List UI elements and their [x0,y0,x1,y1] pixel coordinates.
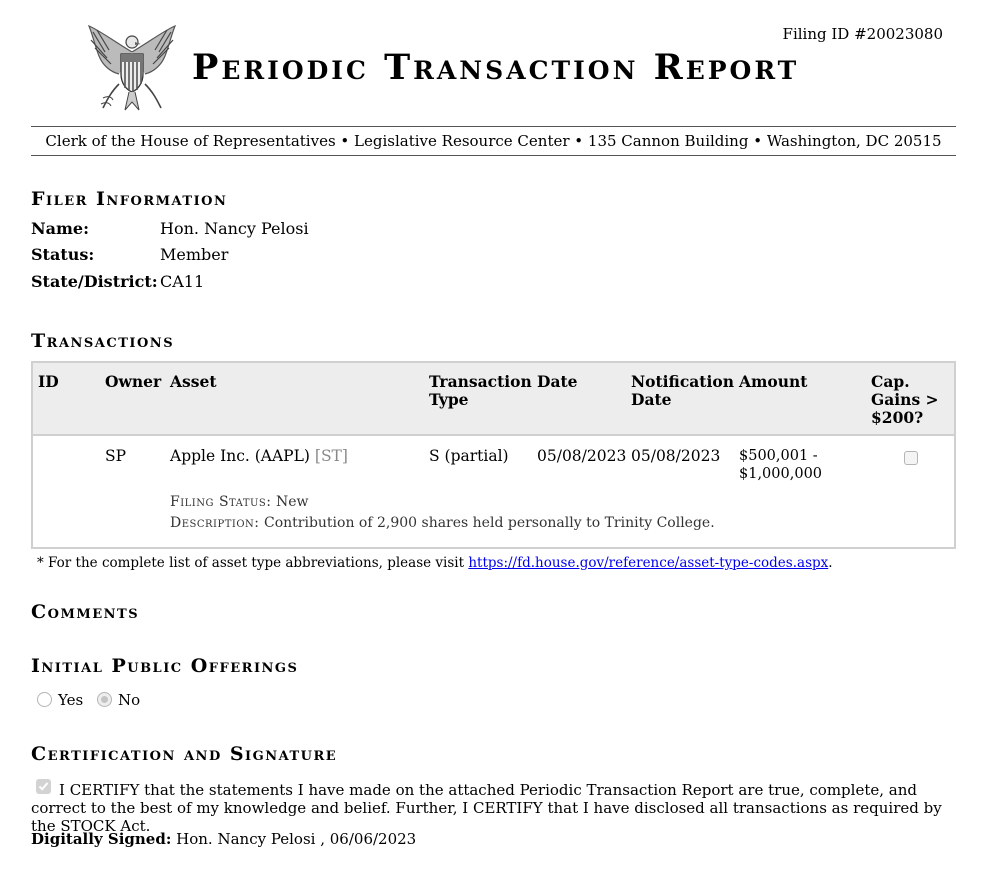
transactions-heading: Transactions [31,330,175,352]
col-cap-gains-line2: Gains > [871,390,939,409]
row-owner: SP [105,447,127,465]
cap-gains-checkbox[interactable] [904,451,918,465]
filer-status-value: Member [160,245,229,264]
filer-name-value: Hon. Nancy Pelosi [160,219,309,238]
checkmark-icon [38,781,49,792]
comments-heading: Comments [31,601,140,623]
filer-district-row [31,274,204,290]
col-amount: Amount [739,372,808,391]
filer-district-value: CA11 [160,272,205,291]
report-header [85,22,845,112]
filing-status-value: New [275,494,309,510]
row-date: 05/08/2023 [537,447,627,465]
description-value: Contribution of 2,900 shares held personally to Trinity College. [263,515,715,531]
ipo-radio-group [37,691,140,709]
certification-heading: Certification and Signature [31,743,338,765]
col-cap-gains-line1: Cap. [871,372,910,391]
col-id: ID [38,372,59,391]
transactions-table [31,361,956,549]
signed-label: Digitally Signed: [31,830,172,848]
row-amount-line2: $1,000,000 [739,466,823,482]
col-notification-line2: Date [631,390,672,409]
ipo-yes-label: Yes [58,691,84,709]
row-asset-type-code: [ST] [314,447,348,465]
row-filing-status [170,495,308,509]
certification-text: I CERTIFY that the statements I have made on the attached Periodic Transaction Report are true, complete, and correct to the best of my knowledge and belief. Further, I CERTIFY that I have disclosed all transactions as required by the STOCK Act. [31,781,942,835]
filing-status-label: Filing Status: [170,494,272,510]
row-amount-line1: $500,001 - [739,448,818,464]
row-amount [739,447,822,483]
ipo-heading: Initial Public Offerings [31,655,299,677]
page-title: Periodic Transaction Report [192,47,800,88]
col-transaction-type [429,373,532,409]
col-transaction-type-line1: Transaction [429,372,532,391]
filer-status-row [31,247,228,263]
filing-id: Filing ID #20023080 [782,25,943,43]
col-notification-date [631,373,734,409]
description-label: Description: [170,515,260,531]
footnote-end: . [828,555,833,571]
row-description [170,516,715,530]
ipo-no-label: No [117,691,141,709]
col-asset: Asset [170,372,217,391]
col-cap-gains-line3: $200? [871,408,924,427]
row-asset [170,447,348,465]
filer-name-row [31,221,309,237]
col-notification-line1: Notification [631,372,734,391]
eagle-seal-icon [85,22,179,112]
filer-status-label: Status: [31,245,95,264]
table-header [33,363,954,436]
asset-type-codes-link[interactable]: https://fd.house.gov/reference/asset-type-codes.aspx [468,555,829,571]
row-notification-date: 05/08/2023 [631,447,721,465]
row-transaction-type: S (partial) [429,447,509,465]
filer-district-label: State/District: [31,272,158,291]
col-owner: Owner [105,372,162,391]
ipo-yes-radio[interactable] [37,692,52,707]
digital-signature [31,830,416,848]
certify-checkbox[interactable] [36,779,51,794]
filer-info-heading: Filer Information [31,188,228,210]
ipo-no-radio[interactable] [97,692,112,707]
col-cap-gains [871,373,939,427]
filer-name-label: Name: [31,219,90,238]
asset-code-footnote [37,555,833,571]
footnote-text: * For the complete list of asset type abbreviations, please visit [37,555,465,571]
address-bar: Clerk of the House of Representatives • Legislative Resource Center • 135 Cannon Building • Washington, DC 20515 [31,126,956,156]
col-transaction-type-line2: Type [429,390,469,409]
row-asset-name: Apple Inc. (AAPL) [170,447,310,465]
col-date: Date [537,372,578,391]
signed-value: Hon. Nancy Pelosi , 06/06/2023 [176,830,417,848]
